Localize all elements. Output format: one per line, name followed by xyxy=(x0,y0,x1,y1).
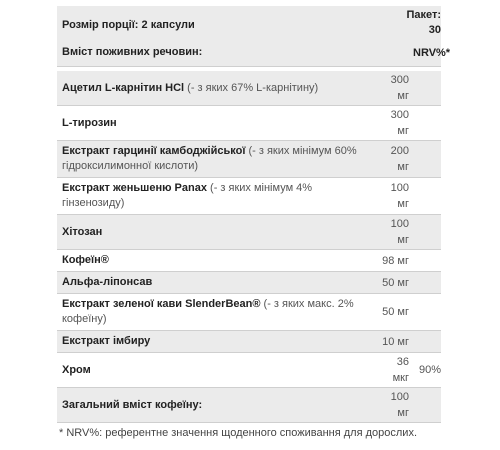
table-row xyxy=(57,141,441,178)
serving-size-label: Розмір порції: 2 капсули xyxy=(57,6,369,40)
table-row xyxy=(57,250,441,272)
supplement-facts xyxy=(57,6,451,439)
ingredient-note: (- з яких 67% L-карнітину) xyxy=(184,81,319,94)
amount-cell xyxy=(369,106,413,141)
nutrition-table xyxy=(57,6,451,423)
ingredient-name-cell xyxy=(57,71,369,106)
ingredient-name: Екстракт імбиру xyxy=(62,335,151,347)
table-row xyxy=(57,331,441,353)
nrv-value xyxy=(413,178,441,215)
nrv-value xyxy=(413,331,441,353)
amount-value: 300 xyxy=(390,74,409,86)
table-row xyxy=(57,353,441,388)
amount-value: 10 мг xyxy=(382,335,409,348)
amount-unit: мг xyxy=(397,407,409,419)
table-row xyxy=(57,294,441,331)
amount-cell xyxy=(369,294,413,331)
ingredient-name-cell xyxy=(57,388,369,423)
ingredient-name-cell xyxy=(57,250,369,272)
amount-value: 300 xyxy=(390,109,409,121)
footnote: * NRV%: референтне значення щоденного споживання для дорослих. xyxy=(59,427,418,439)
amount-unit: мг xyxy=(397,161,409,173)
ingredient-name: Екстракт зеленої кави SlenderBean® xyxy=(62,298,261,310)
amount-unit: мг xyxy=(397,234,409,246)
ingredient-name-cell xyxy=(57,294,369,331)
ingredient-name-cell xyxy=(57,106,369,141)
ingredient-name-cell xyxy=(57,141,369,178)
serving-size-row xyxy=(57,6,441,40)
nrv-value xyxy=(413,250,441,272)
nrv-value xyxy=(413,294,441,331)
amount-cell xyxy=(369,272,413,294)
amount-cell xyxy=(369,331,413,353)
ingredient-name: Екстракт женьшеню Panax xyxy=(62,182,207,194)
table-row xyxy=(57,106,441,141)
nrv-value xyxy=(413,71,441,106)
table-row xyxy=(57,215,441,250)
amount-unit: мкг xyxy=(392,372,409,384)
amount-value: 100 xyxy=(390,391,409,403)
ingredient-name-cell xyxy=(57,353,369,388)
ingredient-note: (- з яких мінімум 60% гідроксилимонної кислоти) xyxy=(62,145,357,172)
amount-value: 50 мг xyxy=(382,306,409,318)
ingredient-name-cell xyxy=(57,178,369,215)
ingredient-name: Альфа-ліпонсав xyxy=(62,276,153,288)
ingredient-name-cell xyxy=(57,272,369,294)
nrv-value xyxy=(413,388,441,423)
nrv-value xyxy=(413,141,441,178)
amount-unit: мг xyxy=(397,198,409,210)
nrv-value: 90% xyxy=(413,353,441,388)
package-value: 30 xyxy=(428,24,441,36)
nrv-value xyxy=(413,106,441,141)
package-cell xyxy=(369,6,441,40)
ingredient-name: Ацетил L-карнітин HCl xyxy=(62,81,185,94)
amount-value: 36 xyxy=(396,356,409,368)
table-row xyxy=(57,178,441,215)
nutrients-header-row xyxy=(57,40,441,67)
ingredient-name: Кофеїн® xyxy=(62,254,109,266)
amount-value: 100 xyxy=(390,218,409,230)
amount-value: 200 xyxy=(390,145,409,157)
amount-value: 50 мг xyxy=(382,276,409,289)
amount-cell xyxy=(369,250,413,272)
ingredient-note: (- з яких мінімум 4% гінзенозиду) xyxy=(62,182,313,209)
ingredient-name: L-тирозин xyxy=(62,116,117,129)
ingredient-name-cell xyxy=(57,215,369,250)
amount-cell xyxy=(369,388,413,423)
ingredient-name: Хітозан xyxy=(62,225,103,238)
amount-cell xyxy=(369,215,413,250)
nrv-header: NRV%* xyxy=(413,40,441,67)
nutrients-label: Вміст поживних речовин: xyxy=(57,40,369,67)
ingredient-name: Загальний вміст кофеїну: xyxy=(62,398,203,411)
amount-cell xyxy=(369,71,413,106)
amount-value: 100 xyxy=(390,182,409,194)
amount-unit: мг xyxy=(397,90,409,102)
table-row xyxy=(57,388,441,423)
ingredient-name: Хром xyxy=(62,363,91,376)
table-row xyxy=(57,71,441,106)
package-label: Пакет: xyxy=(406,9,441,21)
ingredient-name: Екстракт гарцинії камбоджійської xyxy=(62,145,246,157)
table-row xyxy=(57,272,441,294)
nrv-value xyxy=(413,215,441,250)
amount-unit: мг xyxy=(397,125,409,137)
ingredient-name-cell xyxy=(57,331,369,353)
nrv-value xyxy=(413,272,441,294)
amount-cell xyxy=(369,141,413,178)
amount-cell xyxy=(369,178,413,215)
ingredient-note: (- з яких макс. 2% кофеїну) xyxy=(62,298,354,325)
amount-cell xyxy=(369,353,413,388)
amount-value: 98 мг xyxy=(382,254,409,267)
